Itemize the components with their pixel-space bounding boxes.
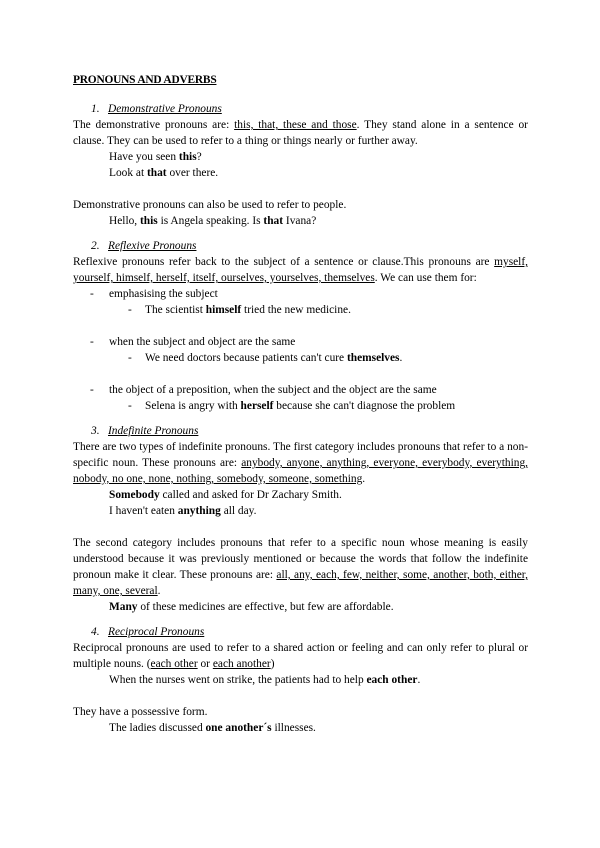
paragraph (73, 535, 528, 599)
text: The scientist (145, 304, 206, 316)
example-sentence (73, 213, 528, 229)
text: Selena is angry with (145, 400, 241, 412)
text: When the nurses went on strike, the patients had to help (109, 674, 367, 686)
text: Have you seen (109, 151, 179, 163)
emphasis: himself (205, 304, 242, 316)
text: when the subject and object are the same (109, 336, 296, 348)
text: Reflexive pronouns refer back to the subject of a sentence or clause.This pronouns are (73, 256, 495, 268)
paragraph (73, 117, 528, 149)
text: The second category includes pronouns that refer to a specific noun whose meaning is easily understood because it was previously mentioned or because the words that follow the indefinite pronoun make it clear. These pronouns are: (73, 537, 528, 581)
pronoun-list: all, any, each, few, neither, some, another, both, either, many, one, several (73, 569, 528, 597)
example-sentence (73, 487, 528, 503)
bullet-item (73, 286, 528, 302)
document-page (73, 72, 528, 736)
section-title: Demonstrative Pronouns (108, 103, 222, 115)
text: ? (196, 151, 202, 163)
example-sentence (73, 720, 528, 736)
pronoun-list: this, that, these and those (234, 119, 357, 131)
section-number: 1. (91, 103, 100, 115)
paragraph: Demonstrative pronouns can also be used to refer to people. (73, 199, 347, 211)
text: The ladies discussed (109, 722, 206, 734)
emphasis: that (263, 215, 284, 227)
sub-bullet-item (73, 350, 528, 366)
example-sentence (73, 165, 528, 181)
section-title: Reflexive Pronouns (108, 240, 197, 252)
text: Reciprocal pronouns are used to refer to a shared action or feeling and can only refer to plural or multiple nouns. ( (73, 642, 528, 670)
example-sentence (73, 149, 528, 165)
emphasis: anything (177, 505, 221, 517)
bullet-item (73, 382, 528, 398)
text: tried the new medicine. (241, 304, 351, 316)
section-title: Indefinite Pronouns (108, 425, 199, 437)
text: Ivana? (283, 215, 317, 227)
text: is Angela speaking. Is (157, 215, 264, 227)
text: . (417, 674, 421, 686)
text: I haven't eaten (109, 505, 178, 517)
emphasis: each other (366, 674, 418, 686)
bullet-dash: - (128, 400, 132, 412)
text: . (157, 585, 161, 597)
emphasis: herself (240, 400, 274, 412)
section-heading-indefinite (73, 423, 528, 439)
pronoun-list: each another (212, 658, 271, 670)
text: . We can use them for: (374, 272, 477, 284)
emphasis: one another´s (205, 722, 272, 734)
text: ) (270, 658, 275, 670)
text: . They stand alone in a sentence or clause. They can be used to refer to a thing or things nearly or further away. (73, 119, 528, 147)
text: There are two types of indefinite pronouns. The first category includes pronouns that refer to a non-specific noun. These pronouns are: (73, 441, 528, 469)
text: over there. (166, 167, 219, 179)
text: or (197, 658, 213, 670)
text: illnesses. (271, 722, 316, 734)
bullet-dash: - (128, 352, 132, 364)
paragraph (73, 254, 528, 286)
text: all day. (220, 505, 257, 517)
bullet-item (73, 334, 528, 350)
emphasis: this (140, 215, 158, 227)
text: because she can't diagnose the problem (273, 400, 456, 412)
sub-bullet-item (73, 398, 528, 414)
example-sentence (73, 599, 528, 615)
section-heading-reciprocal (73, 624, 528, 640)
text: the object of a preposition, when the subject and the object are the same (109, 384, 437, 396)
bullet-dash: - (90, 336, 94, 348)
section-heading-demonstrative (73, 101, 528, 117)
pronoun-list: myself, yourself, himself, herself, itself, ourselves, yourselves, themselves (73, 256, 528, 284)
emphasis: themselves (346, 352, 400, 364)
emphasis: Somebody (109, 489, 160, 501)
example-sentence (73, 503, 528, 519)
section-title: Reciprocal Pronouns (108, 626, 205, 638)
paragraph: They have a possessive form. (73, 706, 208, 718)
text: We need doctors because patients can't cure (145, 352, 347, 364)
example-sentence (73, 672, 528, 688)
section-heading-reflexive (73, 238, 528, 254)
section-number: 4. (91, 626, 100, 638)
pronoun-list: anybody, anyone, anything, everyone, everybody, everything, nobody, no one, none, nothing, somebody, someone, something (73, 457, 529, 485)
text: emphasising the subject (109, 288, 218, 300)
emphasis: that (146, 167, 167, 179)
text: called and asked for Dr Zachary Smith. (159, 489, 342, 501)
bullet-dash: - (128, 304, 132, 316)
text: . (399, 352, 403, 364)
text: The demonstrative pronouns are: (73, 119, 235, 131)
text: of these medicines are effective, but few are affordable. (137, 601, 394, 613)
bullet-dash: - (90, 384, 94, 396)
section-number: 3. (91, 425, 100, 437)
text: Hello, (109, 215, 141, 227)
paragraph (73, 640, 528, 672)
sub-bullet-item (73, 302, 528, 318)
emphasis: Many (109, 601, 138, 613)
section-number: 2. (91, 240, 100, 252)
paragraph (73, 439, 528, 487)
text: . (362, 473, 366, 485)
emphasis: this (178, 151, 197, 163)
bullet-dash: - (90, 288, 94, 300)
text: Look at (109, 167, 147, 179)
document-title: PRONOUNS AND ADVERBS (73, 74, 217, 86)
pronoun-list: each other (150, 658, 198, 670)
